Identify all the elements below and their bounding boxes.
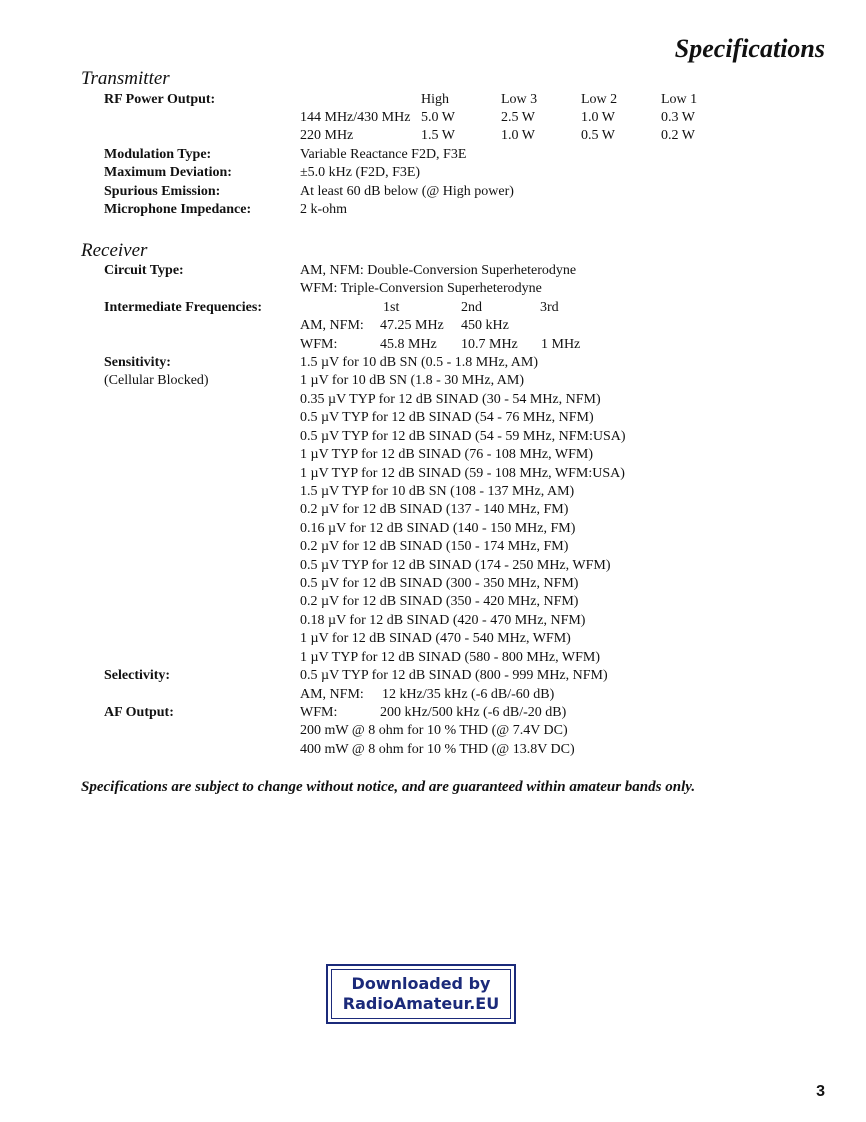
selectivity-mode: WFM:: [300, 705, 338, 720]
circuit-type-label: Circuit Type:: [104, 263, 184, 278]
badge-line-2: RadioAmateur.EU: [342, 994, 500, 1013]
if-row-mode: WFM:: [300, 337, 338, 352]
receiver-heading: Receiver: [81, 240, 148, 261]
sensitivity-line: 0.5 µV TYP for 12 dB SINAD (174 - 250 MHz, WFM): [300, 558, 611, 573]
af-output-value: 400 mW @ 8 ohm for 10 % THD (@ 13.8V DC): [300, 742, 575, 757]
sensitivity-line: 0.18 µV for 12 dB SINAD (420 - 470 MHz, NFM): [300, 613, 586, 628]
transmitter-heading: Transmitter: [81, 68, 170, 89]
sensitivity-line: 1 µV TYP for 12 dB SINAD (59 - 108 MHz, WFM:USA): [300, 466, 625, 481]
sensitivity-line: 0.5 µV for 12 dB SINAD (300 - 350 MHz, NFM): [300, 576, 579, 591]
power-cell: 5.0 W: [421, 110, 455, 125]
if-row-mode: AM, NFM:: [300, 318, 364, 333]
sensitivity-label: Sensitivity:: [104, 355, 171, 370]
power-header-high: High: [421, 92, 449, 107]
mic-impedance-value: 2 k-ohm: [300, 202, 348, 217]
power-cell: 0.5 W: [581, 128, 615, 143]
sensitivity-line: 1 µV TYP for 12 dB SINAD (76 - 108 MHz, WFM): [300, 447, 593, 462]
sensitivity-line: 0.2 µV for 12 dB SINAD (350 - 420 MHz, NFM): [300, 594, 579, 609]
if-cell: 10.7 MHz: [461, 337, 518, 352]
selectivity-value: 200 kHz/500 kHz (-6 dB/-20 dB): [380, 705, 567, 720]
deviation-label: Maximum Deviation:: [104, 165, 232, 180]
sensitivity-line: 1.5 µV TYP for 10 dB SN (108 - 137 MHz, AM): [300, 484, 575, 499]
sensitivity-line: 1 µV TYP for 12 dB SINAD (580 - 800 MHz, WFM): [300, 650, 600, 665]
if-cell: 1 MHz: [541, 337, 581, 352]
sensitivity-line: 0.5 µV TYP for 12 dB SINAD (800 - 999 MHz, NFM): [300, 668, 608, 683]
if-label: Intermediate Frequencies:: [104, 300, 262, 315]
sensitivity-line: 1.5 µV for 10 dB SN (0.5 - 1.8 MHz, AM): [300, 355, 539, 370]
rf-power-label: RF Power Output:: [104, 92, 216, 107]
selectivity-label: Selectivity:: [104, 668, 171, 683]
spurious-value: At least 60 dB below (@ High power): [300, 184, 514, 199]
footnote: Specifications are subject to change without notice, and are guaranteed within amateur bands only.: [81, 779, 696, 795]
sensitivity-line: 0.35 µV TYP for 12 dB SINAD (30 - 54 MHz, NFM): [300, 392, 601, 407]
modulation-value: Variable Reactance F2D, F3E: [300, 147, 467, 162]
deviation-value: ±5.0 kHz (F2D, F3E): [300, 165, 421, 180]
page-number: 3: [816, 1083, 825, 1100]
power-row-band: 220 MHz: [300, 128, 354, 143]
sensitivity-line: 0.2 µV for 12 dB SINAD (137 - 140 MHz, FM): [300, 502, 569, 517]
if-cell: 450 kHz: [461, 318, 509, 333]
mic-impedance-label: Microphone Impedance:: [104, 202, 252, 217]
sensitivity-line: 1 µV for 12 dB SINAD (470 - 540 MHz, WFM): [300, 631, 571, 646]
sensitivity-line: 0.2 µV for 12 dB SINAD (150 - 174 MHz, FM): [300, 539, 569, 554]
af-output-label: AF Output:: [104, 705, 174, 720]
if-header-2nd: 2nd: [461, 300, 482, 315]
sensitivity-line: 1 µV for 10 dB SN (1.8 - 30 MHz, AM): [300, 373, 525, 388]
power-cell: 1.0 W: [581, 110, 615, 125]
sensitivity-line: 0.16 µV for 12 dB SINAD (140 - 150 MHz, FM): [300, 521, 576, 536]
selectivity-value: 12 kHz/35 kHz (-6 dB/-60 dB): [382, 687, 555, 702]
modulation-label: Modulation Type:: [104, 147, 212, 162]
if-cell: 45.8 MHz: [380, 337, 437, 352]
if-cell: 47.25 MHz: [380, 318, 444, 333]
power-cell: 2.5 W: [501, 110, 535, 125]
af-output-value: 200 mW @ 8 ohm for 10 % THD (@ 7.4V DC): [300, 723, 568, 738]
power-row-band: 144 MHz/430 MHz: [300, 110, 411, 125]
power-header-low3: Low 3: [501, 92, 538, 107]
download-badge-frame: [331, 969, 511, 1019]
sensitivity-sublabel: (Cellular Blocked): [104, 373, 209, 388]
if-header-1st: 1st: [383, 300, 400, 315]
circuit-type-value: WFM: Triple-Conversion Superheterodyne: [300, 281, 542, 296]
badge-line-1: Downloaded by: [351, 974, 491, 993]
download-badge[interactable]: [326, 964, 516, 1024]
sensitivity-line: 0.5 µV TYP for 12 dB SINAD (54 - 76 MHz, NFM): [300, 410, 594, 425]
if-header-3rd: 3rd: [540, 300, 559, 315]
power-cell: 0.2 W: [661, 128, 695, 143]
circuit-type-value: AM, NFM: Double-Conversion Superheterodyne: [300, 263, 577, 278]
power-cell: 1.0 W: [501, 128, 535, 143]
power-header-low2: Low 2: [581, 92, 618, 107]
power-header-low1: Low 1: [661, 92, 698, 107]
page-title: Specifications: [674, 34, 825, 63]
power-cell: 1.5 W: [421, 128, 455, 143]
sensitivity-line: 0.5 µV TYP for 12 dB SINAD (54 - 59 MHz, NFM:USA): [300, 429, 626, 444]
spurious-label: Spurious Emission:: [104, 184, 221, 199]
selectivity-mode: AM, NFM:: [300, 687, 364, 702]
power-cell: 0.3 W: [661, 110, 695, 125]
